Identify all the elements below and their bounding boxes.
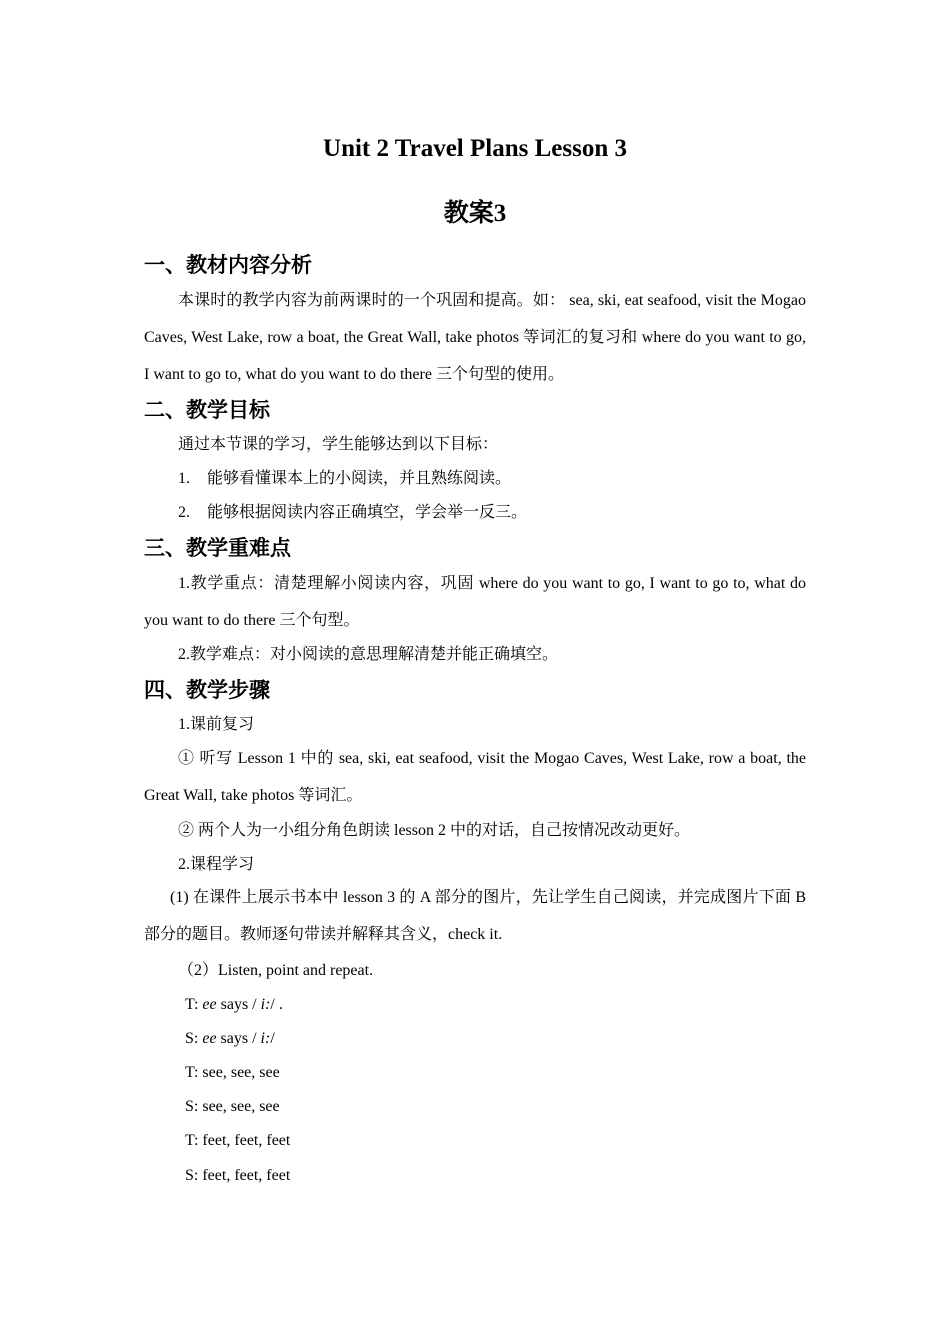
dialogue-line (185, 1165, 290, 1187)
section2-intro: 通过本节课的学习，学生能够达到以下目标： (178, 436, 499, 453)
phonetic-symbol: i: (260, 1030, 271, 1047)
step2-reading: (1) 在课件上展示书本中 lesson 3 的 A 部分的图片，先让学生自己阅读，并完成图片下面 B 部分的题目。教师逐句带读并解释其含义，check it. (144, 889, 806, 943)
dialogue-text: T: feet, feet, feet (185, 1132, 291, 1149)
dialogue-text: says / (216, 1030, 261, 1047)
document-subtitle: 教案3 (443, 200, 507, 227)
phonics-letters: ee (202, 996, 217, 1013)
section3-heading: 三、教学重难点 (144, 536, 291, 560)
goal-number: 1. (178, 470, 190, 487)
speaker-text: T: (185, 996, 203, 1013)
section1-heading: 一、教材内容分析 (144, 253, 312, 277)
dialogue-text: says / (216, 996, 261, 1013)
document-title: Unit 2 Travel Plans Lesson 3 (323, 135, 627, 162)
dialogue-text: S: feet, feet, feet (185, 1167, 291, 1184)
dialogue-text: / (270, 1030, 275, 1047)
dialogue-text: S: see, see, see (185, 1098, 280, 1115)
step1-roleplay: ② 两个人为一小组分角色朗读 lesson 2 中的对话，自己按情况改动更好。 (178, 822, 691, 839)
dialogue-line (185, 1062, 280, 1084)
step1-title: 1.课前复习 (178, 716, 255, 733)
dialogue-line (185, 1028, 275, 1050)
dialogue-text: / . (270, 996, 283, 1013)
goal-text: 能够根据阅读内容正确填空，学会举一反三。 (207, 504, 528, 521)
phonetic-symbol: i: (260, 996, 271, 1013)
goal-number: 2. (178, 504, 190, 521)
section1-paragraph: 本课时的教学内容为前两课时的一个巩固和提高。如： sea, ski, eat seafood, visit the Mogao Caves, West Lake, row a boat, the Great Wall, take photos 等词汇的复习和 where do you want to go, I want to go to, what do you want to do there 三个句型的使用。 (144, 292, 806, 383)
phonics-letters: ee (202, 1030, 217, 1047)
step2-listen: （2）Listen, point and repeat. (178, 962, 374, 979)
speaker-text: S: (185, 1030, 203, 1047)
step1-dictation: ① 听写 Lesson 1 中的 sea, ski, eat seafood, visit the Mogao Caves, West Lake, row a boat, the Great Wall, take photos 等词汇。 (144, 750, 806, 804)
dialogue-text: T: see, see, see (185, 1064, 280, 1081)
difficult-point: 2.教学难点：对小阅读的意思理解清楚并能正确填空。 (178, 646, 559, 663)
goal-item (178, 502, 527, 524)
dialogue-line (185, 994, 283, 1016)
goal-item (178, 468, 511, 490)
goal-text: 能够看懂课本上的小阅读，并且熟练阅读。 (207, 470, 512, 487)
section4-heading: 四、教学步骤 (144, 678, 270, 702)
step2-title: 2.课程学习 (178, 856, 255, 873)
dialogue-line (185, 1130, 290, 1152)
key-point: 1.教学重点：清楚理解小阅读内容，巩固 where do you want to go, I want to go to, what do you want to do there 三个句型。 (144, 575, 806, 629)
dialogue-line (185, 1096, 280, 1118)
section2-heading: 二、教学目标 (144, 398, 270, 422)
